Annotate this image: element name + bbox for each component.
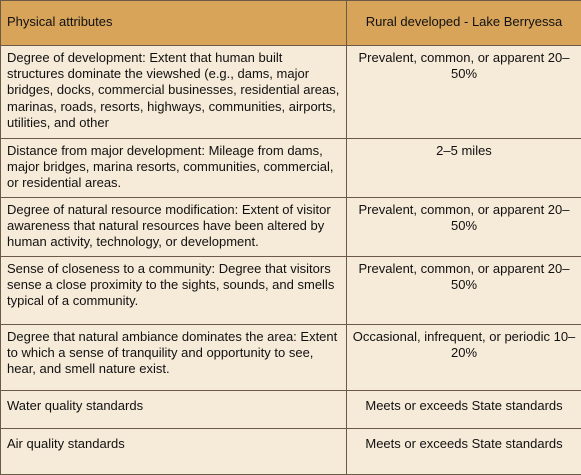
attribute-cell: [1, 391, 347, 429]
table-row: [1, 198, 581, 257]
value-text: Meets or exceeds State standards: [347, 429, 581, 452]
table-row: [1, 257, 581, 325]
attribute-cell: [1, 257, 347, 325]
attribute-text: Degree of natural resource modification: Extent of visitor awareness that natural resources have been altered by human activity, technology, or development.: [1, 198, 346, 256]
table-row: [1, 325, 581, 391]
header-label: Physical attributes: [1, 1, 346, 45]
value-text: 2–5 miles: [347, 139, 581, 159]
table-row: [1, 429, 581, 475]
value-cell: [347, 198, 581, 257]
value-cell: [347, 257, 581, 325]
value-cell: [347, 429, 581, 475]
attribute-text: Degree of development: Extent that human built structures dominate the viewshed (e.g., dams, major bridges, docks, commercial businesses, residential areas, marinas, roads, resorts, highways, communities, airports, utilities, and other: [1, 46, 346, 138]
value-text: Meets or exceeds State standards: [347, 391, 581, 414]
attribute-text: Air quality standards: [1, 429, 346, 474]
header-cell-setting: [347, 1, 581, 46]
value-cell: [347, 139, 581, 198]
table-row: [1, 391, 581, 429]
value-text: Occasional, infrequent, or periodic 10–20%: [347, 325, 581, 361]
attribute-text: Water quality standards: [1, 391, 346, 428]
value-cell: [347, 325, 581, 391]
value-text: Prevalent, common, or apparent 20–50%: [347, 198, 581, 234]
table-row: [1, 139, 581, 198]
attribute-text: Degree that natural ambiance dominates the area: Extent to which a sense of tranquility and opportunity to see, hear, and smell nature exist.: [1, 325, 346, 390]
attribute-cell: [1, 46, 347, 139]
attribute-cell: [1, 139, 347, 198]
value-cell: [347, 46, 581, 139]
attribute-cell: [1, 198, 347, 257]
attribute-cell: [1, 429, 347, 475]
value-text: Prevalent, common, or apparent 20–50%: [347, 257, 581, 293]
value-cell: [347, 391, 581, 429]
header-label: Rural developed - Lake Berryessa: [347, 1, 581, 30]
attribute-text: Distance from major development: Mileage from dams, major bridges, marina resorts, communities, commercial, or residential areas.: [1, 139, 346, 197]
attribute-cell: [1, 325, 347, 391]
table-row: [1, 46, 581, 139]
value-text: Prevalent, common, or apparent 20–50%: [347, 46, 581, 82]
attribute-text: Sense of closeness to a community: Degree that visitors sense a close proximity to the sights, sounds, and smells typical of a community.: [1, 257, 346, 324]
header-row: [1, 1, 581, 46]
header-cell-attributes: [1, 1, 347, 46]
